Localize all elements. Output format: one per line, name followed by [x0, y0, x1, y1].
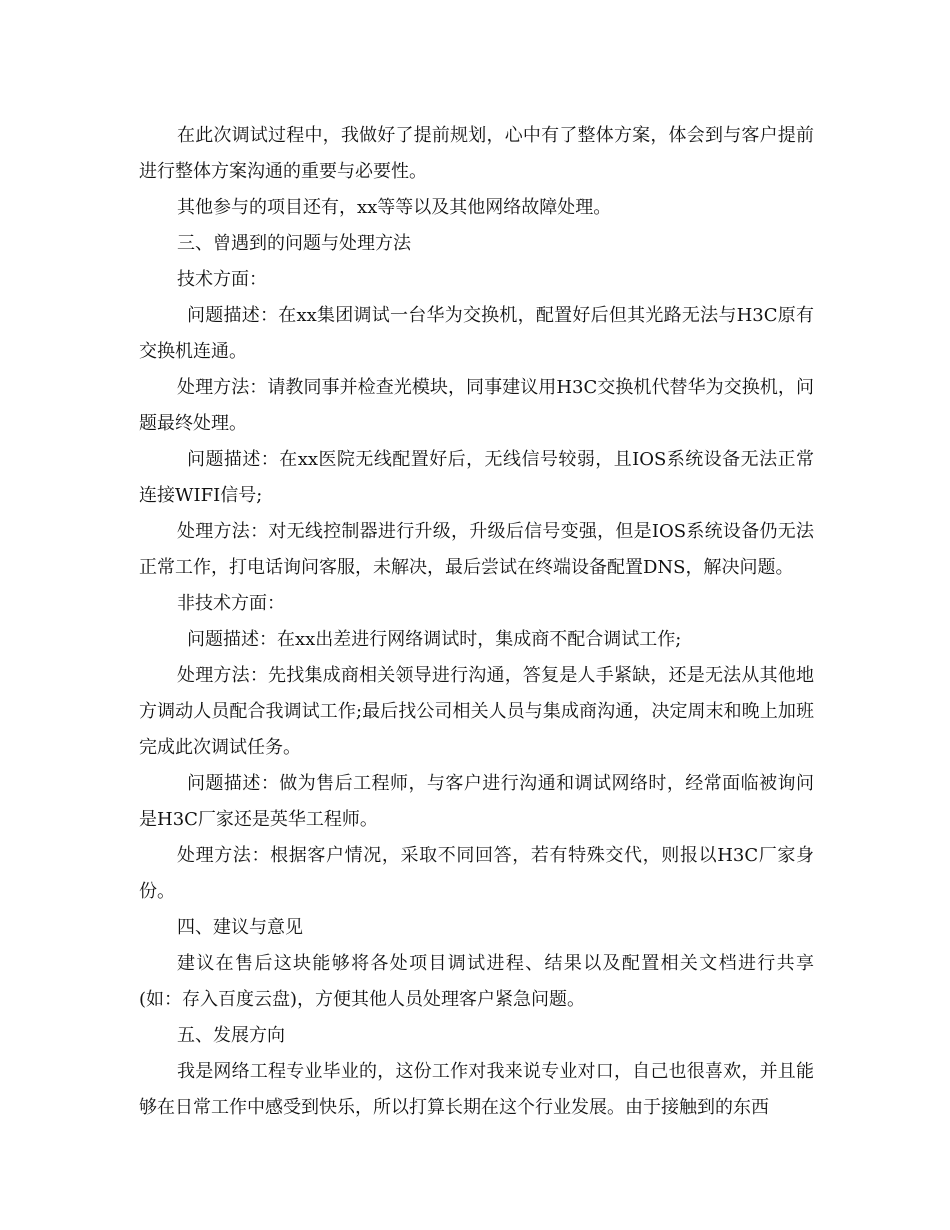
- section-heading-development: 五、发展方向: [177, 1025, 285, 1046]
- section-heading-suggestions: 四、建议与意见: [177, 917, 303, 938]
- paragraph-solution-3: 处理方法：先找集成商相关领导进行沟通，答复是人手紧缺，还是无法从其他地方调动人员配合我调试工作;最后找公司相关人员与集成商沟通，决定周末和晚上加班完成此次调试任务。: [139, 665, 814, 758]
- paragraph-solution-2: 处理方法：对无线控制器进行升级，升级后信号变强，但是IOS系统设备仍无法正常工作，打电话询问客服，未解决，最后尝试在终端设备配置DNS，解决问题。: [139, 521, 814, 578]
- subheading-non-technical: 非技术方面：: [177, 593, 285, 614]
- section-heading-problems: 三、曾遇到的问题与处理方法: [177, 233, 411, 254]
- document-body: [139, 118, 814, 1126]
- paragraph-solution-1: 处理方法：请教同事并检查光模块，同事建议用H3C交换机代替华为交换机，问题最终处理。: [139, 377, 814, 434]
- paragraph-development: 我是网络工程专业毕业的，这份工作对我来说专业对口，自己也很喜欢，并且能够在日常工作中感受到快乐，所以打算长期在这个行业发展。由于接触到的东西: [139, 1061, 814, 1118]
- paragraph-problem-2: 问题描述：在xx医院无线配置好后，无线信号较弱，且IOS系统设备无法正常连接WIFI信号;: [139, 449, 814, 506]
- paragraph-solution-4: 处理方法：根据客户情况，采取不同回答，若有特殊交代，则报以H3C厂家身份。: [139, 845, 814, 902]
- paragraph-problem-4: 问题描述：做为售后工程师，与客户进行沟通和调试网络时，经常面临被询问是H3C厂家还是英华工程师。: [139, 773, 814, 830]
- paragraph-problem-3: 问题描述：在xx出差进行网络调试时，集成商不配合调试工作;: [187, 629, 682, 650]
- paragraph-other-projects: 其他参与的项目还有，xx等等以及其他网络故障处理。: [177, 197, 612, 218]
- paragraph-planning: 在此次调试过程中，我做好了提前规划，心中有了整体方案，体会到与客户提前进行整体方案沟通的重要与必要性。: [139, 125, 814, 182]
- paragraph-suggestion: 建议在售后这块能够将各处项目调试进程、结果以及配置相关文档进行共享(如：存入百度云盘)，方便其他人员处理客户紧急问题。: [139, 953, 814, 1010]
- paragraph-problem-1: 问题描述：在xx集团调试一台华为交换机，配置好后但其光路无法与H3C原有交换机连通。: [139, 305, 814, 362]
- subheading-technical: 技术方面：: [177, 269, 267, 290]
